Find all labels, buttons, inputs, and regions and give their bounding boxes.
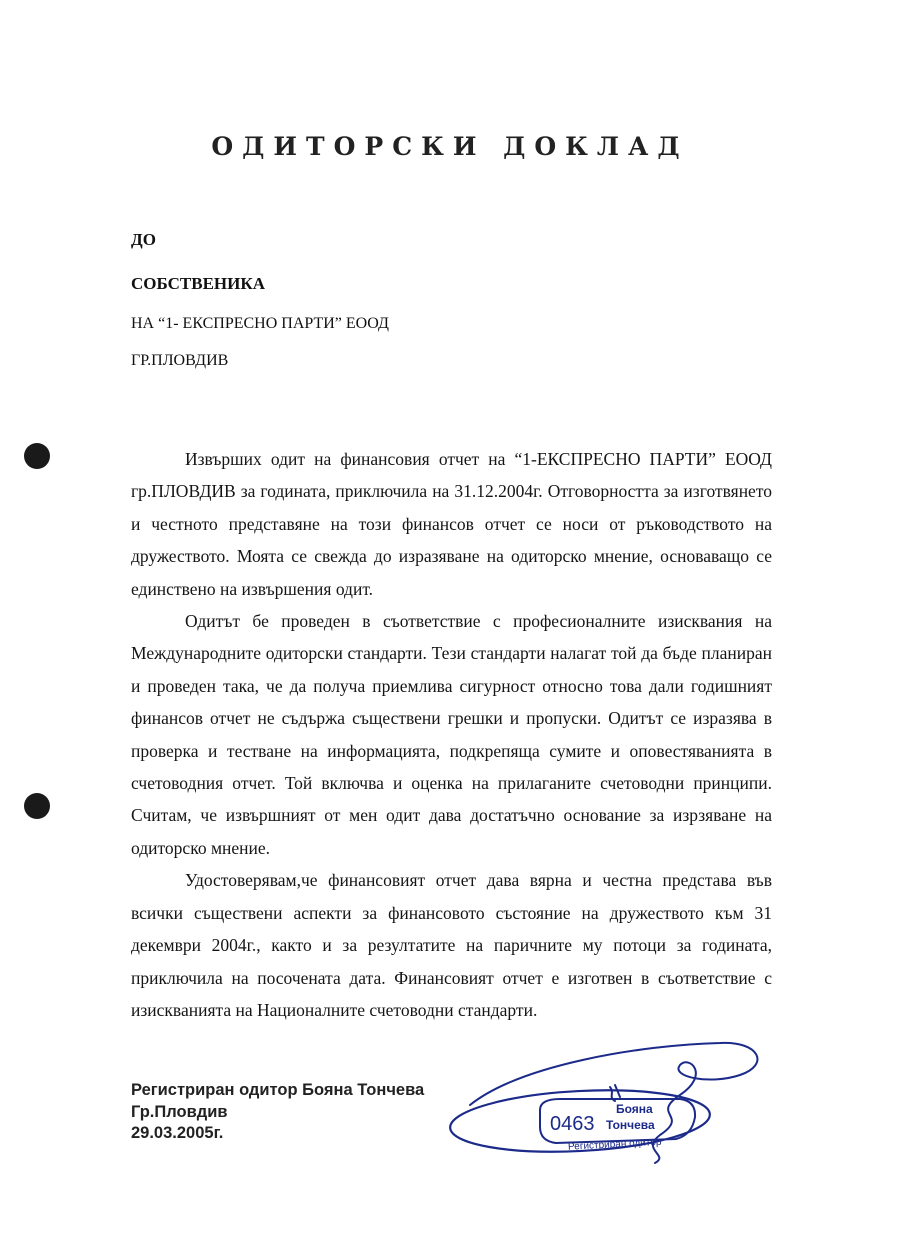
paragraph-2: Одитът бе проведен в съответствие с професионалните изисквания на Международните одиторски стандарти. Тези стандарти налагат той да бъде планиран и проведен така, че да получа приемлива сигурност относно това дали годишният финансов отчет не съдържа съществени грешки и пропуски. Одитът се изразява в проверка и тестване на информацията, подкрепяща сумите и оповестяванията в счетоводния отчет. Той включва и оценка на прилаганите счетоводни принципи. Считам, че извършният от мен одит дава достатъчно основание за изрзяване на одиторско мнение. (131, 611, 772, 858)
addressee-to: ДО (131, 230, 156, 249)
report-body (131, 443, 772, 1026)
signature-date: 29.03.2005г. (131, 1124, 224, 1142)
signature-city: Гр.Пловдив (131, 1103, 228, 1121)
stamp-number: 0463 (550, 1113, 595, 1135)
addressee-recipient: СОБСТВЕНИКА (131, 274, 265, 293)
punch-hole-top (24, 443, 50, 469)
addressee-company: НА “1- ЕКСПРЕСНО ПАРТИ” ЕООД (131, 315, 389, 332)
paragraph-3: Удостоверявам,че финансовият отчет дава вярна и честна представа във всички съществени аспекти за финансовото състояние на дружеството към 31 декември 2004г., както и за резултатите на паричните му потоци за годината, приключила на посочената дата. Финансовият отчет е изготвен в съответствие с изискванията на Националните счетоводни стандарти. (131, 870, 772, 1020)
signature-auditor: Регистриран одитор Бояна Тончева (131, 1081, 425, 1099)
auditor-stamp (440, 1035, 770, 1165)
stamp-caption: Регистриран одитор (567, 1136, 662, 1153)
stamp-name-line1: Бояна (616, 1102, 653, 1116)
addressee-city: ГР.ПЛОВДИВ (131, 352, 229, 369)
paragraph-1: Извърших одит на финансовия отчет на “1-ЕКСПРЕСНО ПАРТИ” ЕООД гр.ПЛОВДИВ за годината, приключила на 31.12.2004г. Отговорността за изготвянето и честното представяне на този финансов отчет се носи от ръководството на дружеството. Моята се свежда до изразяване на одиторско мнение, основаващо се единствено на извършения одит. (131, 449, 772, 599)
punch-hole-bottom (24, 793, 50, 819)
document-title: ОДИТОРСКИ ДОКЛАД (211, 132, 689, 161)
stamp-name-line2: Тончева (606, 1118, 655, 1132)
